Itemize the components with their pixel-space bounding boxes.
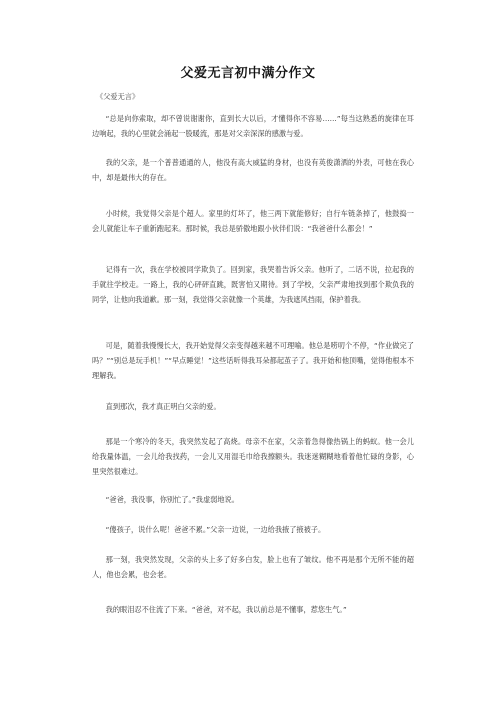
paragraph-4: 记得有一次，我在学校被同学欺负了。回到家，我哭着告诉父亲。他听了，二话不说，拉起我的手就往学校走。一路上，我的心砰砰直跳，既害怕又期待。到了学校，父亲严肃地找到那个欺负我的同学，让他向我道歉。那一刻，我觉得父亲就像一个英雄，为我遮风挡雨，保护着我。 bbox=[92, 265, 414, 304]
paragraph-7: 那是一个寒冷的冬天，我突然发起了高烧。母亲不在家，父亲着急得像热锅上的蚂蚁。他一会儿给我量体温，一会儿给我找药，一会儿又用湿毛巾给我擦额头。我迷迷糊糊地看着他忙碌的身影，心里突然很难过。 bbox=[92, 437, 414, 476]
paragraph-2: 我的父亲，是一个普普通通的人，他没有高大威猛的身材，也没有英俊潇洒的外表，可他在我心中，却是最伟大的存在。 bbox=[92, 158, 414, 182]
paragraph-9: “傻孩子，说什么呢！爸爸不累。”父亲一边说，一边给我掖了掖被子。 bbox=[105, 525, 326, 534]
paragraph-8: “爸爸，我没事，你别忙了。”我虚弱地说。 bbox=[105, 495, 239, 504]
paragraph-3: 小时候，我觉得父亲是个超人。家里的灯坏了，他三两下就能修好；自行车链条掉了，他鼓捣一会儿就能让车子重新跑起来。那时候，我总是骄傲地跟小伙伴们说：“我爸爸什么都会！” bbox=[92, 209, 414, 233]
paragraph-6: 直到那次，我才真正明白父亲的爱。 bbox=[105, 402, 221, 411]
paragraph-1: “总是向你索取，却不曾说谢谢你，直到长大以后，才懂得你不容易……”每当这熟悉的旋律在耳边响起，我的心里就会涌起一股暖流，那是对父亲深深的感激与爱。 bbox=[92, 114, 414, 138]
document-title: 父爱无言初中满分作文 bbox=[180, 66, 316, 81]
document-subtitle: 《父爱无言》 bbox=[96, 92, 140, 101]
paragraph-10: 那一刻，我突然发现，父亲的头上多了好多白发，脸上也有了皱纹。他不再是那个无所不能的超人，他也会累，也会老。 bbox=[92, 555, 414, 579]
paragraph-11: 我的眼泪忍不住流了下来。“爸爸，对不起，我以前总是不懂事，惹您生气。” bbox=[105, 605, 347, 614]
paragraph-5: 可是，随着我慢慢长大，我开始觉得父亲变得越来越不可理喻。他总是唠叨个不停，“作业做完了吗？”“别总是玩手机！”“早点睡觉！”这些话听得我耳朵都起茧子了。我开始和他顶嘴，觉得他根本不理解我。 bbox=[92, 341, 414, 380]
